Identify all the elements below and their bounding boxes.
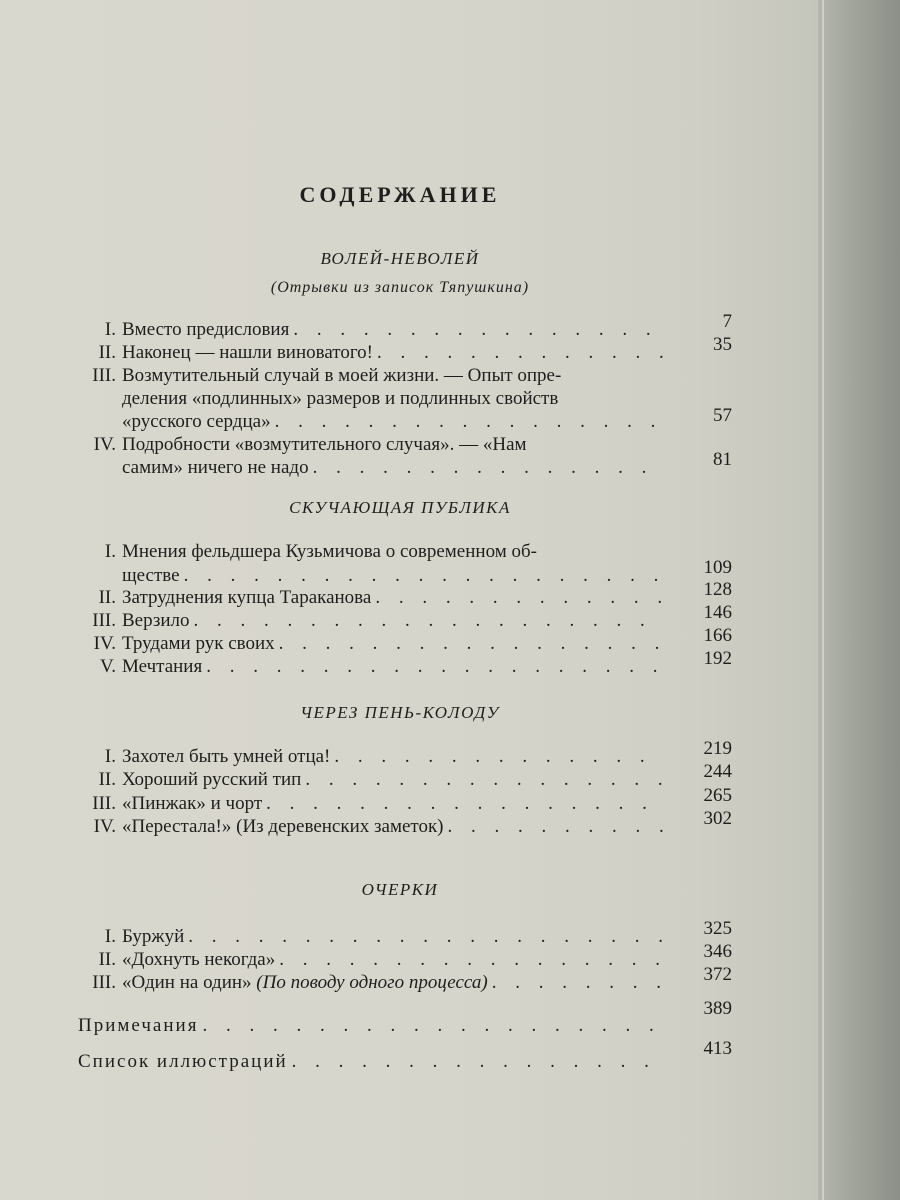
page-edge-highlight — [822, 0, 824, 1200]
leader-dots — [188, 925, 664, 949]
leader-dots — [492, 971, 664, 995]
toc-entry-continuation — [76, 387, 732, 411]
entry-text: ществе — [122, 565, 180, 586]
toc-entry — [76, 1038, 732, 1074]
entry-text: «Дохнуть некогда» — [122, 949, 276, 970]
leader-dots — [266, 792, 664, 816]
section-title: ЧЕРЕЗ ПЕНЬ-КОЛОДУ — [300, 703, 500, 722]
entry-text: Мечтания — [122, 656, 203, 677]
toc-entry — [76, 625, 732, 656]
entry-number: II. — [98, 769, 116, 790]
leader-dots — [305, 768, 664, 792]
entry-page: 57 — [713, 405, 732, 426]
entry-page: 219 — [703, 738, 732, 759]
entry-page: 346 — [703, 941, 732, 962]
toc-entry — [76, 579, 732, 610]
page-edge-shadow — [818, 0, 900, 1200]
entry-page: 146 — [703, 602, 732, 623]
entry-number: I. — [104, 746, 116, 767]
entry-page: 7 — [722, 311, 732, 332]
leader-dots — [448, 815, 664, 839]
entry-page: 244 — [703, 761, 732, 782]
entry-number: II. — [98, 587, 116, 608]
leader-dots — [313, 456, 664, 480]
entry-number: II. — [98, 949, 116, 970]
entry-page: 128 — [703, 579, 732, 600]
entry-page: 81 — [713, 449, 732, 470]
entry-text: Захотел быть умней отца! — [122, 746, 331, 767]
entry-text: «Перестала!» (Из деревенских заметок) — [122, 816, 444, 837]
leader-dots — [377, 341, 664, 365]
toc-entry — [76, 964, 732, 995]
entry-text: Мнения фельдшера Кузьмичова о современном об- — [122, 541, 537, 562]
entry-number: II. — [98, 342, 116, 363]
entry-page: 372 — [703, 964, 732, 985]
entry-text: Примечания — [78, 1015, 199, 1036]
leader-dots — [375, 586, 664, 610]
page-title: СОДЕРЖАНИЕ — [299, 182, 501, 207]
entry-number: I. — [104, 541, 116, 562]
toc-entry-continuation — [76, 557, 732, 588]
entry-number: IV. — [93, 816, 116, 837]
toc-entry — [76, 738, 732, 769]
toc-entry — [76, 761, 732, 792]
entry-text: «Один на один» — [122, 972, 252, 993]
leader-dots — [194, 609, 665, 633]
entry-page: 166 — [703, 625, 732, 646]
entry-page: 302 — [703, 808, 732, 829]
entry-text: самим» ничего не надо — [122, 457, 309, 478]
entry-text: Верзило — [122, 610, 190, 631]
entry-page: 192 — [703, 648, 732, 669]
toc-entry-continuation — [76, 449, 732, 480]
leader-dots — [184, 564, 664, 588]
entry-text: «Пинжак» и чорт — [122, 793, 263, 814]
toc-entry-continuation — [76, 405, 732, 434]
entry-number: V. — [99, 656, 116, 677]
entry-text: деления «подлинных» размеров и подлинных свойств — [122, 388, 559, 409]
entry-page: 325 — [703, 918, 732, 939]
leader-dots — [206, 655, 664, 679]
entry-text: Хороший русский тип — [122, 769, 302, 790]
entry-text: Возмутительный случай в моей жизни. — Опыт опре- — [122, 365, 562, 386]
toc-entry — [76, 808, 732, 839]
section-subtitle: (Отрывки из записок Тяпушкина) — [270, 279, 530, 296]
section-title: ОЧЕРКИ — [361, 880, 439, 899]
entry-number: III. — [92, 365, 116, 386]
entry-number: I. — [104, 926, 116, 947]
entry-note: (По поводу одного процесса) — [256, 972, 488, 993]
toc-entry — [76, 648, 732, 679]
entry-text: Подробности «возмутительного случая». — «Нам — [122, 434, 527, 455]
leader-dots — [275, 410, 664, 434]
toc-entry — [76, 941, 732, 972]
entry-number: III. — [92, 793, 116, 814]
section-title: ВОЛЕЙ-НЕВОЛЕЙ — [320, 249, 480, 268]
toc-entry — [76, 311, 732, 342]
entry-text: «русского сердца» — [122, 411, 271, 432]
entry-text: Затруднения купца Тараканова — [122, 587, 372, 608]
leader-dots — [279, 948, 664, 972]
entry-text: Трудами рук своих — [122, 633, 275, 654]
entry-number: III. — [92, 610, 116, 631]
toc-entry — [76, 334, 732, 365]
entry-number: IV. — [93, 633, 116, 654]
leader-dots — [334, 745, 664, 769]
entry-page: 265 — [703, 785, 732, 806]
leader-dots — [279, 632, 664, 656]
leader-dots — [293, 318, 664, 342]
toc-entry — [76, 602, 732, 633]
entry-text: Буржуй — [122, 926, 185, 947]
entry-page: 413 — [703, 1038, 732, 1059]
leader-dots — [202, 1014, 664, 1038]
entry-text: Список иллюстраций — [78, 1051, 288, 1072]
section-title: СКУЧАЮЩАЯ ПУБЛИКА — [289, 498, 511, 517]
entry-page: 35 — [713, 334, 732, 355]
toc-entry — [76, 918, 732, 949]
toc-entry — [76, 998, 732, 1038]
entry-text: Вместо предисловия — [122, 319, 290, 340]
entry-page: 389 — [703, 998, 732, 1019]
toc-entry — [76, 540, 732, 564]
leader-dots — [292, 1050, 664, 1074]
entry-number: I. — [104, 319, 116, 340]
toc-entry — [76, 785, 732, 816]
entry-page: 109 — [703, 557, 732, 578]
entry-number: III. — [92, 972, 116, 993]
entry-text: Наконец — нашли виноватого! — [122, 342, 373, 363]
entry-number: IV. — [93, 434, 116, 455]
toc-entry — [76, 364, 732, 388]
toc-entry — [76, 433, 732, 457]
